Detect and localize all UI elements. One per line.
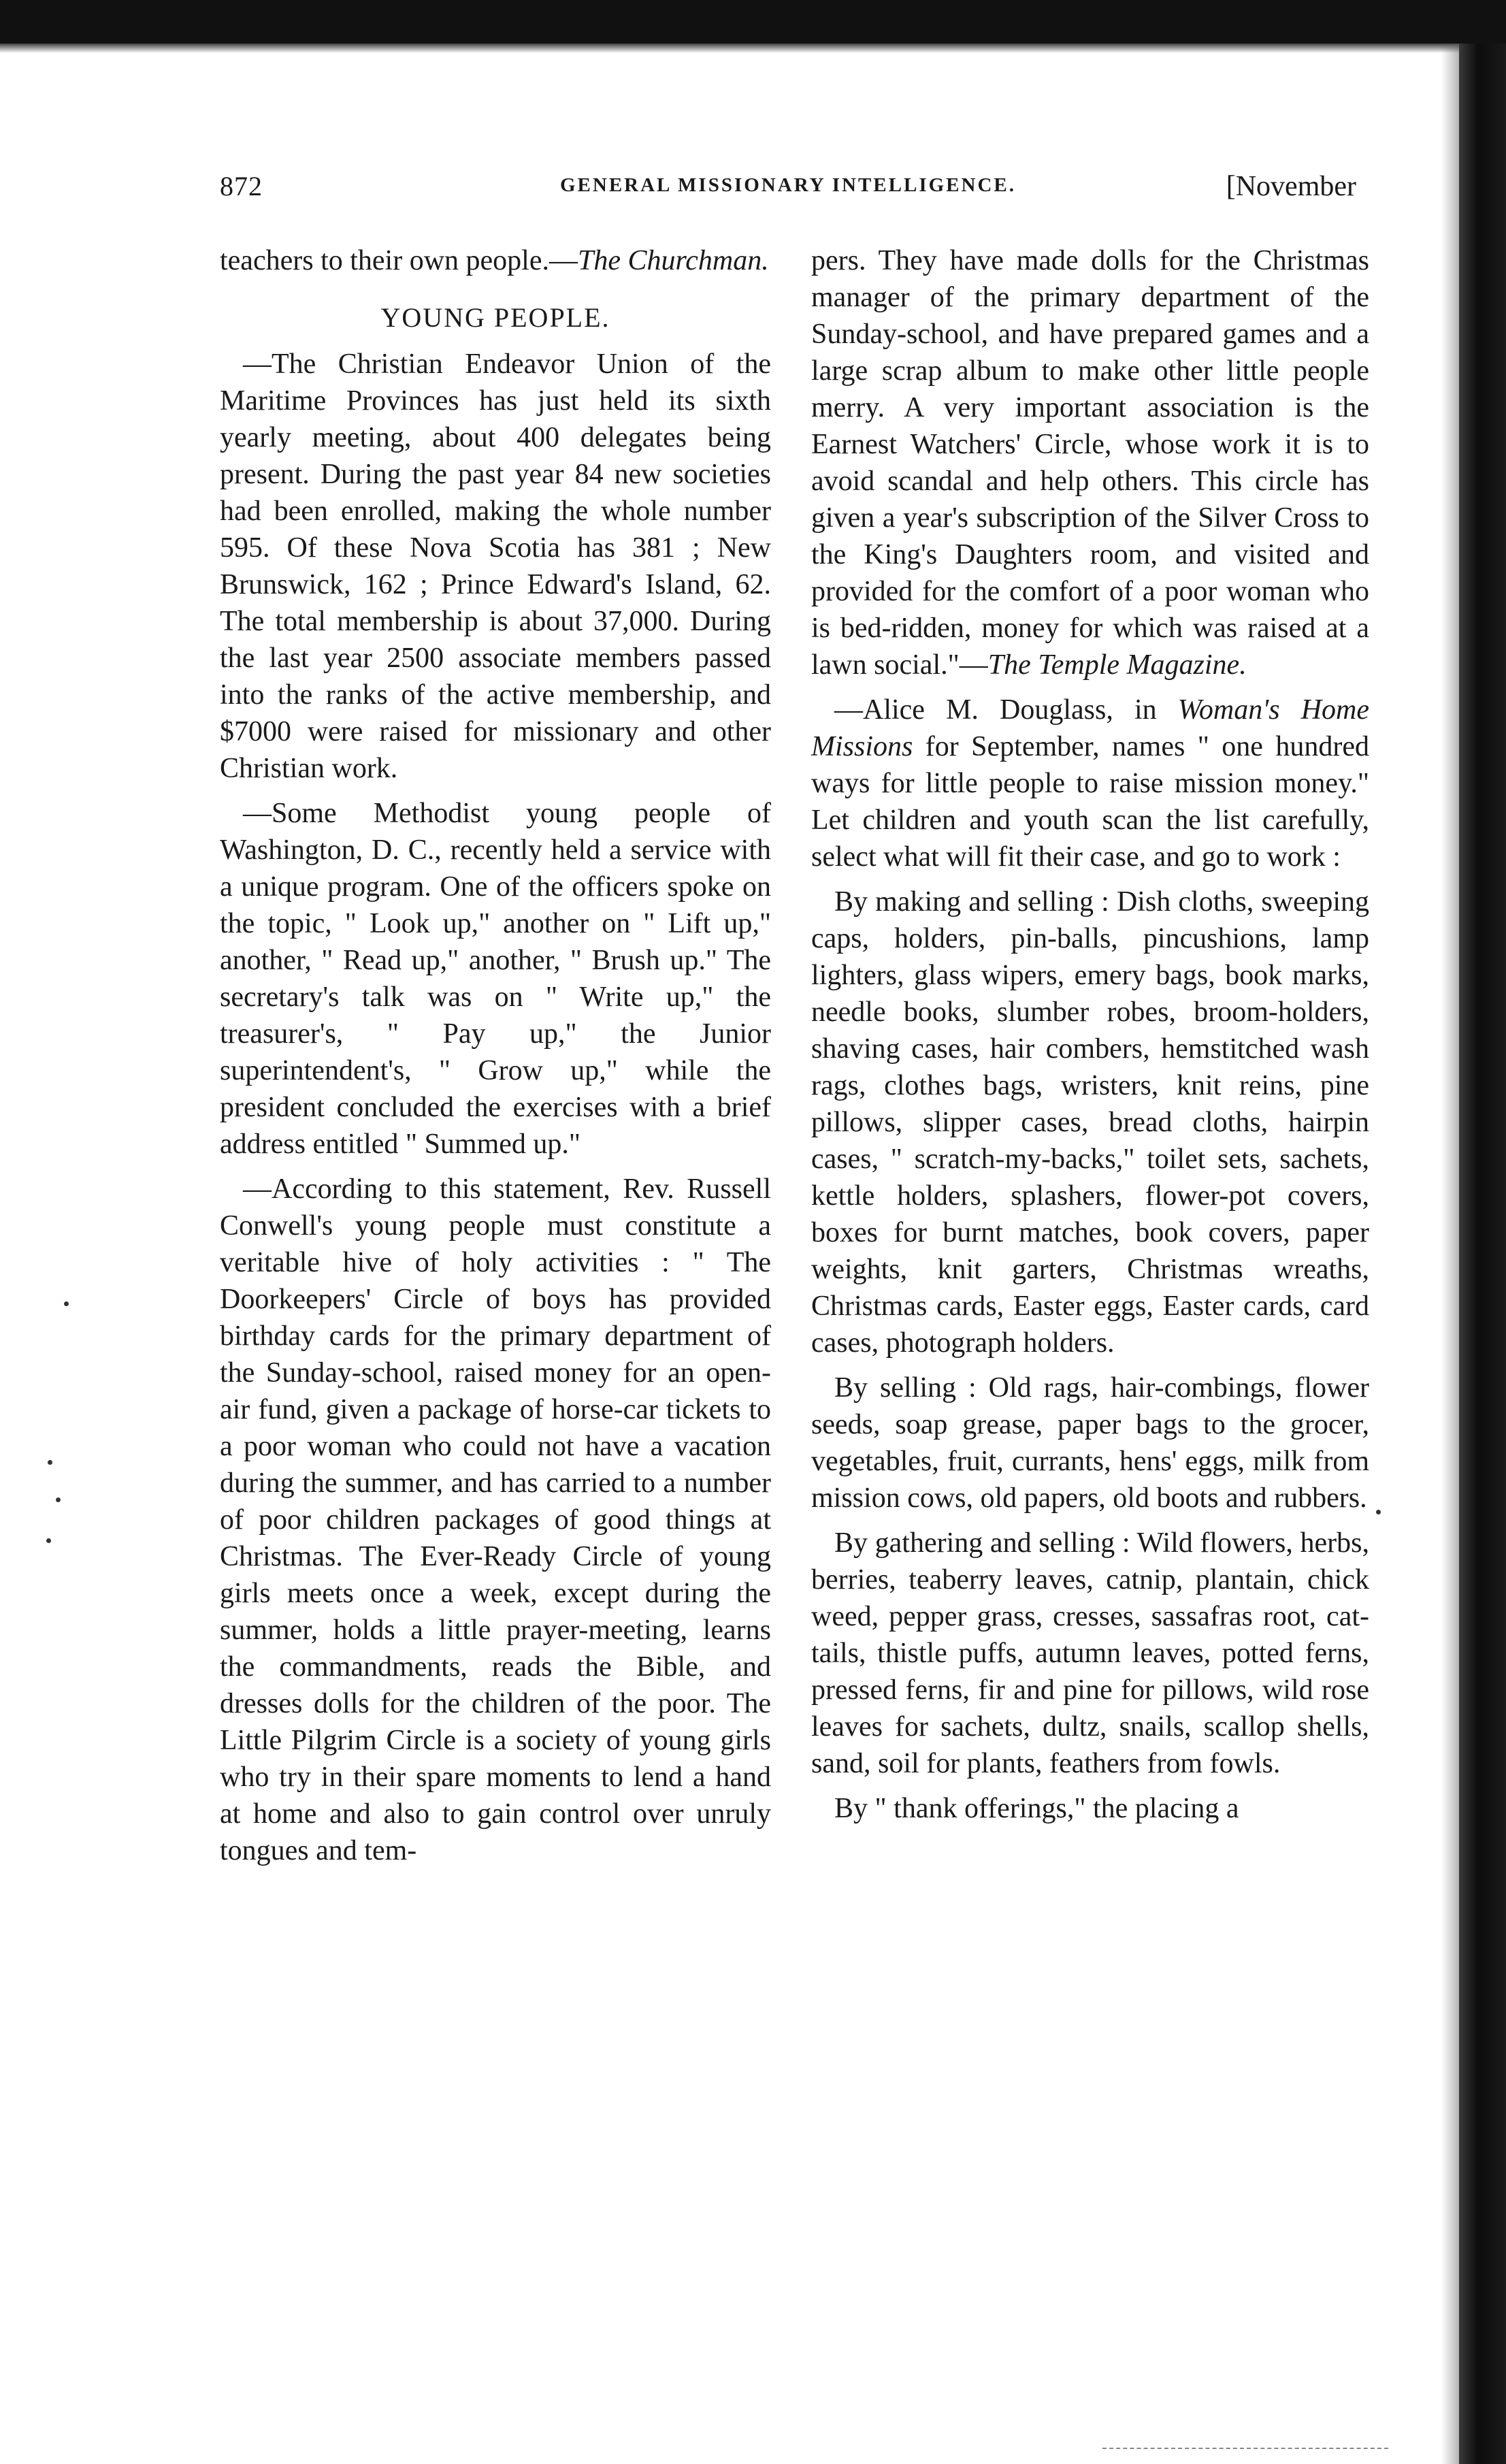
continuation-paragraph <box>811 242 1369 683</box>
paragraph-gathering-selling: By gathering and selling : Wild flowers, herbs, berries, teaberry leaves, catnip, plantain, chick weed, pepper grass, cresses, sassafras root, cat-tails, thistle puffs, autumn leaves, potted ferns, pressed ferns, fir and pine for pillows, wild rose leaves for sachets, dultz, snails, scallop shells, sand, soil for plants, feathers from fowls. <box>811 1527 1369 1779</box>
scan-edge-shadow <box>1441 44 1459 2464</box>
section-heading: YOUNG PEOPLE. <box>380 302 610 333</box>
continuation-text: pers. They have made dolls for the Christmas manager of the primary department of the Sunday-school, and have prepared games and a large scrap album to make other little people merry. A very important association is the Earnest Watchers' Circle, whose work it is to avoid scandal and help others. This circle has given a year's subscription of the Silver Cross to the King's Daughters room, and visited and provided for the comfort of a poor woman who is bed-ridden, money for which was raised at a lawn social."— <box>811 245 1369 681</box>
running-title: GENERAL MISSIONARY INTELLIGENCE. <box>559 174 1016 196</box>
douglass-lead: —Alice M. Douglass, in <box>834 694 1178 726</box>
left-column <box>220 242 771 1869</box>
margin-dot <box>48 1460 52 1465</box>
running-date: [November <box>1226 171 1356 202</box>
publication-title: Woman's Home Missions <box>811 694 1370 762</box>
margin-dot <box>56 1497 61 1502</box>
scan-top-border <box>0 0 1506 44</box>
continuation-text: teachers to their own people.— <box>220 245 578 276</box>
paragraph-conwell: —According to this statement, Rev. Russell Conwell's young people must constitute a veritable hive of holy activities : " The Doorkeepers' Circle of boys has provided birthday cards for the primary department of the Sunday-school, raised money for an open-air fund, given a package of horse-car tickets to a poor woman who could not have a vacation during the summer, and has carried to a number of poor children packages of good things at Christmas. The Ever-Ready Circle of young girls meets once a week, except during the summer, holds a little prayer-meeting, learns the commandments, reads the Bible, and dresses dolls for the children of the poor. The Little Pilgrim Circle is a society of young girls who try in their spare moments to lend a hand at home and also to gain control over unruly tongues and tem- <box>220 1173 771 1866</box>
paragraph-thank-offerings: By " thank offerings," the placing a <box>834 1793 1239 1824</box>
scan-top-shadow <box>0 44 1506 53</box>
margin-dot <box>46 1538 51 1543</box>
continuation-paragraph <box>220 242 771 279</box>
page-number: 872 <box>220 171 263 201</box>
margin-dot <box>64 1301 69 1306</box>
running-head <box>220 170 1356 211</box>
margin-dot <box>1376 1510 1381 1514</box>
paragraph-making-selling: By making and selling : Dish cloths, sweeping caps, holders, pin-balls, pincushions, lamp lighters, glass wipers, emery bags, book marks, needle books, slumber robes, broom-holders, shaving cases, hair combers, hemstitched wash rags, clothes bags, wristers, knit reins, pine pillows, slipper cases, bread cloths, hairpin cases, " scratch-my-backs," toilet sets, sachets, kettle holders, splashers, flower-pot covers, boxes for burnt matches, book covers, paper weights, knit garters, Christmas wreaths, Christmas cards, Easter eggs, Easter cards, card cases, photograph holders. <box>811 886 1369 1359</box>
paragraph-douglass <box>811 692 1369 875</box>
paragraph-methodist: —Some Methodist young people of Washington, D. C., recently held a service with a unique program. One of the officers spoke on the topic, " Look up," another on " Lift up," another, " Read up," another, " Brush up." The secretary's talk was on " Write up," the treasurer's, " Pay up," the Junior superintendent's, " Grow up," while the president concluded the exercises with a brief address entitled " Summed up." <box>220 798 771 1160</box>
source-citation: The Temple Magazine. <box>987 649 1247 681</box>
paragraph-endeavor: —The Christian Endeavor Union of the Maritime Provinces has just held its sixth yearly meeting, about 400 delegates being present. During the past year 84 new societies had been enrolled, making the whole number 595. Of these Nova Scotia has 381 ; New Brunswick, 162 ; Prince Edward's Island, 62. The total membership is about 37,000. During the last year 2500 associate members passed into the ranks of the active membership, and $7000 were raised for missionary and other Christian work. <box>220 348 771 784</box>
paragraph-selling: By selling : Old rags, hair-combings, flower seeds, soap grease, paper bags to the grocer, vegetables, fruit, currants, hens' eggs, milk from mission cows, old papers, old boots and rubbers. <box>811 1372 1369 1514</box>
right-column <box>811 242 1369 1827</box>
scan-right-border <box>1459 44 1506 2464</box>
douglass-rest: for September, names " one hundred ways for little people to raise mission money." Let children and youth scan the list carefully, select what will fit their case, and go to work : <box>811 731 1369 873</box>
scan-bottom-line <box>1102 2448 1388 2449</box>
source-citation: The Churchman. <box>577 245 769 276</box>
